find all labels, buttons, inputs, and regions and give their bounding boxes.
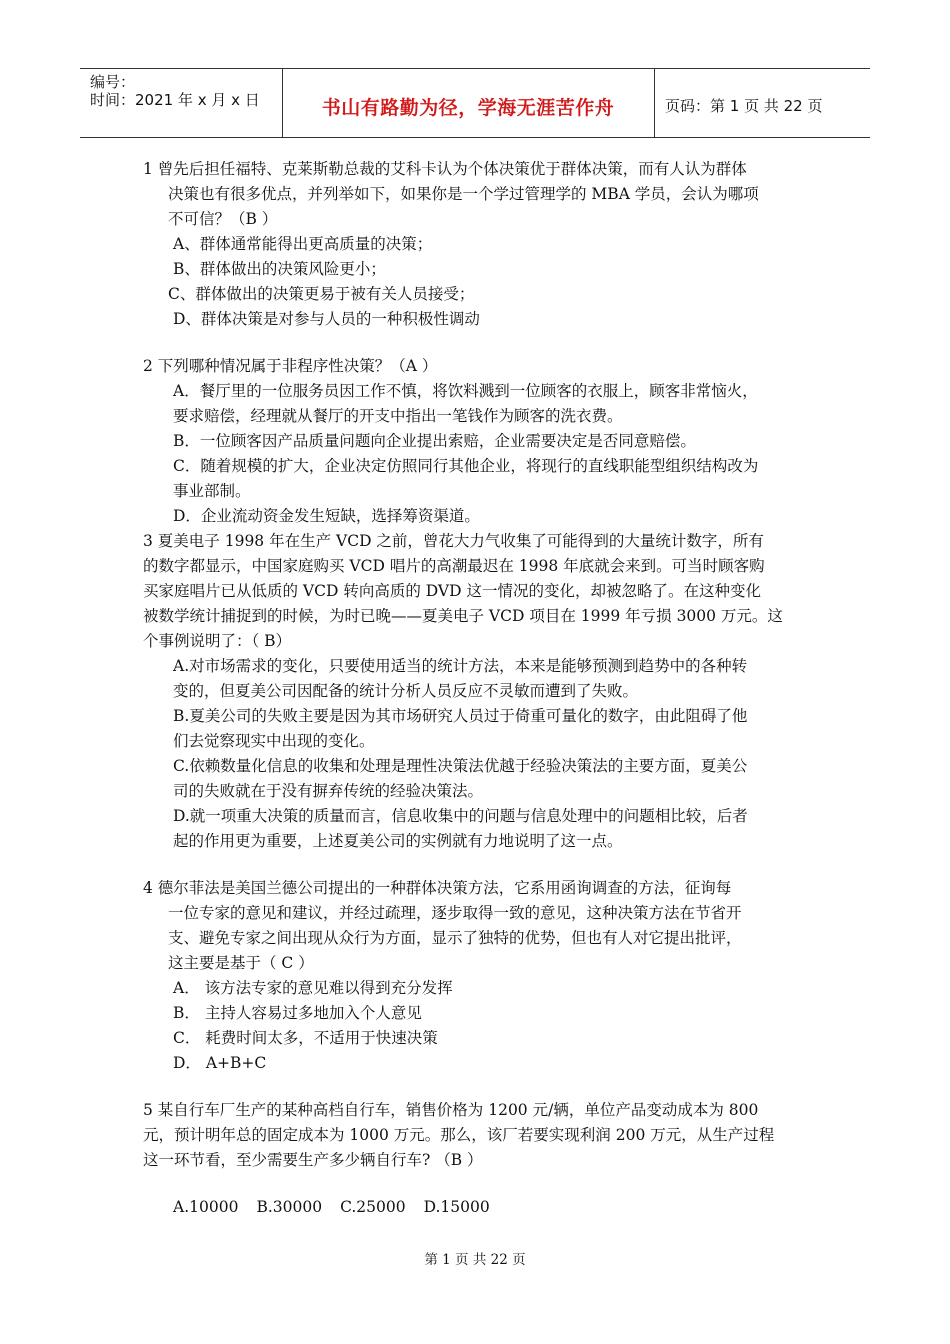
question-4 [143, 876, 813, 1076]
question-2-stem: 2 下列哪种情况属于非程序性决策？（A ） [143, 357, 438, 375]
header-left-cell [80, 69, 283, 137]
header-right-cell [655, 69, 870, 137]
question-5-stem-line: 这一环节看，至少需要生产多少辆自行车? （B ） [143, 1151, 483, 1169]
question-4-option-b: B． 主持人容易过多地加入个人意见 [173, 1004, 422, 1022]
question-2-option-c-cont: 事业部制。 [173, 482, 251, 500]
question-4-option-c: C． 耗费时间太多，不适用于快速决策 [173, 1029, 438, 1047]
question-2-option-a: A．餐厅里的一位服务员因工作不慎，将饮料溅到一位顾客的衣服上，顾客非常恼火， [173, 382, 758, 400]
question-3-stem-line: 3 夏美电子 1998 年在生产 VCD 之前，曾花大力气收集了可能得到的大量统计数字，所有 [143, 532, 764, 550]
question-4-stem-line: 这主要是基于（ C ） [168, 954, 314, 972]
question-5-stem-line: 元，预计明年总的固定成本为 1000 万元。那么，该厂若要实现利润 200 万元，从生产过程 [143, 1126, 775, 1144]
question-3-stem-line: 买家庭唱片已从低质的 VCD 转向高质的 DVD 这一情况的变化，却被忽略了。在这种变化 [143, 582, 761, 600]
question-1-stem-line: 决策也有很多优点，并列举如下，如果你是一个学过管理学的 MBA 学员，会认为哪项 [168, 185, 759, 203]
question-3-option-a-cont: 变的，但夏美公司因配备的统计分析人员反应不灵敏而遭到了失败。 [173, 682, 639, 700]
question-3-option-a: A.对市场需求的变化，只要使用适当的统计方法，本来是能够预测到趋势中的各种转 [173, 657, 748, 675]
page-footer: 第 1 页 共 22 页 [424, 1252, 526, 1268]
question-5-options [143, 1195, 813, 1220]
question-4-option-a: A． 该方法专家的意见难以得到充分发挥 [173, 979, 453, 997]
question-3-stem-line: 个事例说明了：（ B） [143, 632, 292, 650]
question-3 [143, 529, 813, 854]
question-3-stem-line: 被数学统计捕捉到的时候，为时已晚——夏美电子 VCD 项目在 1999 年亏损 3000 万元。这 [143, 607, 783, 625]
question-5 [143, 1098, 813, 1220]
question-2-option-c: C．随着规模的扩大，企业决定仿照同行其他企业，将现行的直线职能型组织结构改为 [173, 457, 759, 475]
question-1-option-c: C、群体做出的决策更易于被有关人员接受； [168, 285, 475, 303]
question-3-stem-line: 的数字都显示，中国家庭购买 VCD 唱片的高潮最迟在 1998 年底就会来到。可当时顾客购 [143, 557, 765, 575]
time-label: 时间：2021 年 x 月 x 日 [90, 91, 260, 109]
question-1-option-b: B、群体做出的决策风险更小； [173, 260, 386, 278]
question-3-option-d: D.就一项重大决策的质量而言，信息收集中的问题与信息处理中的问题相比较，后者 [173, 807, 748, 825]
header-middle-cell [282, 69, 655, 137]
question-2-option-b: B．一位顾客因产品质量问题向企业提出索赔，企业需要决定是否同意赔偿。 [173, 432, 696, 450]
page-header [80, 68, 870, 138]
header-page-info: 页码：第 1 页 共 22 页 [665, 97, 823, 115]
question-1-option-a: A、群体通常能得出更高质量的决策； [173, 235, 433, 253]
question-4-stem-line: 4 德尔菲法是美国兰德公司提出的一种群体决策方法，它系用函询调查的方法，征询每 [143, 879, 732, 897]
question-2 [143, 354, 813, 529]
question-4-option-d: D． A+B+C [173, 1054, 267, 1072]
question-5-stem-line: 5 某自行车厂生产的某种高档自行车，销售价格为 1200 元/辆，单位产品变动成本为 800 [143, 1101, 759, 1119]
question-5-option-a: A.10000 [173, 1198, 239, 1216]
document-body [143, 157, 813, 1220]
question-1-stem-line: 不可信？（B ） [168, 210, 278, 228]
question-3-option-c-cont: 司的失败就在于没有摒弃传统的经验决策法。 [173, 782, 484, 800]
question-3-option-b: B.夏美公司的失败主要是因为其市场研究人员过于倚重可量化的数字，由此阻碍了他 [173, 707, 748, 725]
serial-label: 编号： [90, 73, 136, 91]
question-5-option-c: C.25000 [340, 1198, 406, 1216]
question-5-option-d: D.15000 [423, 1198, 490, 1216]
question-3-option-d-cont: 起的作用更为重要，上述夏美公司的实例就有力地说明了这一点。 [173, 832, 623, 850]
question-2-option-d: D．企业流动资金发生短缺，选择筹资渠道。 [173, 507, 480, 525]
question-1-stem-line: 1 曾先后担任福特、克莱斯勒总裁的艾科卡认为个体决策优于群体决策，而有人认为群体 [143, 160, 747, 178]
question-3-option-b-cont: 们去觉察现实中出现的变化。 [173, 732, 375, 750]
question-3-option-c: C.依赖数量化信息的收集和处理是理性决策法优越于经验决策法的主要方面，夏美公 [173, 757, 748, 775]
question-1-option-d: D、群体决策是对参与人员的一种积极性调动 [173, 310, 480, 328]
question-1 [143, 157, 813, 332]
question-4-stem-line: 支、避免专家之间出现从众行为方面，显示了独特的优势，但也有人对它提出批评， [168, 929, 742, 947]
question-5-option-b: B.30000 [256, 1198, 323, 1216]
question-4-stem-line: 一位专家的意见和建议，并经过疏理，逐步取得一致的意见，这种决策方法在节省开 [168, 904, 742, 922]
header-motto: 书山有路勤为径，学海无涯苦作舟 [321, 97, 615, 119]
question-2-option-a-cont: 要求赔偿，经理就从餐厅的开支中指出一笔钱作为顾客的洗衣费。 [173, 407, 623, 425]
